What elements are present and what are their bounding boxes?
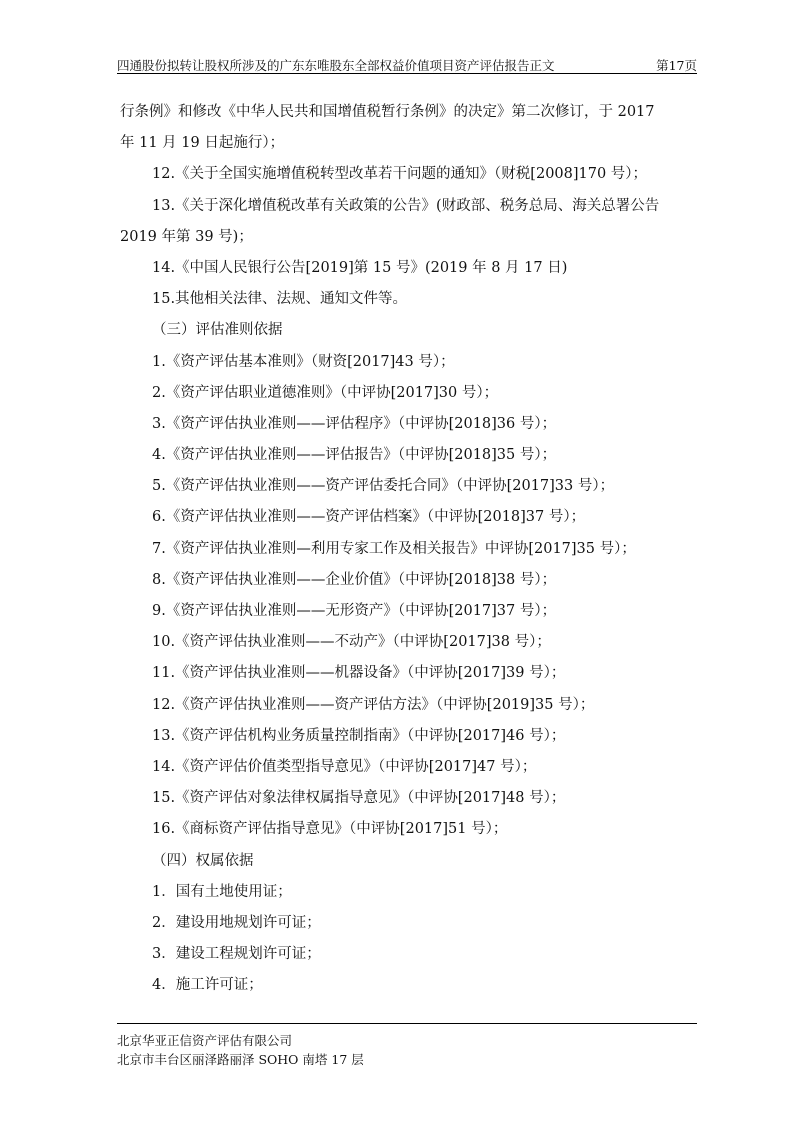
list-item: 14.《中国人民银行公告[2019]第 15 号》(2019 年 8 月 17 日) bbox=[152, 259, 568, 276]
list-item: 12.《关于全国实施增值税转型改革若干问题的通知》（财税[2008]170 号）； bbox=[152, 166, 648, 183]
section-heading: （三）评估准则依据 bbox=[152, 322, 283, 339]
list-item: 12.《资产评估执业准则——资产评估方法》（中评协[2019]35 号）； bbox=[152, 696, 595, 713]
list-item: 15.《资产评估对象法律权属指导意见》（中评协[2017]48 号）； bbox=[152, 790, 566, 807]
list-item: 10.《资产评估执业准则——不动产》（中评协[2017]38 号）； bbox=[152, 634, 551, 651]
list-item: 1.《资产评估基本准则》（财资[2017]43 号）； bbox=[152, 353, 455, 370]
header-divider bbox=[117, 73, 697, 74]
list-item: 7.《资产评估执业准则—利用专家工作及相关报告》中评协[2017]35 号）； bbox=[152, 540, 636, 557]
list-item: 8.《资产评估执业准则——企业价值》（中评协[2018]38 号）； bbox=[152, 571, 557, 588]
list-item: 15.其他相关法律、法规、通知文件等。 bbox=[152, 291, 408, 308]
list-item: 13.《资产评估机构业务质量控制指南》（中评协[2017]46 号）； bbox=[152, 727, 566, 744]
document-body bbox=[120, 97, 710, 1001]
section-heading: （四）权属依据 bbox=[152, 852, 254, 869]
list-item: 3．建设工程规划许可证； bbox=[152, 946, 321, 963]
list-item: 2.《资产评估职业道德准则》（中评协[2017]30 号）； bbox=[152, 384, 499, 401]
list-item: 16.《商标资产评估指导意见》（中评协[2017]51 号）； bbox=[152, 821, 508, 838]
footer-divider bbox=[117, 1023, 697, 1024]
list-item: 4.《资产评估执业准则——评估报告》（中评协[2018]35 号）； bbox=[152, 447, 557, 464]
footer-address: 北京市丰台区丽泽路丽泽 SOHO 南塔 17 层 bbox=[117, 1052, 364, 1067]
page-footer bbox=[117, 1031, 364, 1069]
list-item: 13.《关于深化增值税改革有关政策的公告》(财政部、税务总局、海关总署公告 bbox=[152, 197, 660, 214]
list-item: 9.《资产评估执业准则——无形资产》（中评协[2017]37 号）； bbox=[152, 603, 557, 619]
body-line: 年 11 月 19 日起施行）； bbox=[120, 135, 285, 152]
list-item: 14.《资产评估价值类型指导意见》（中评协[2017]47 号）； bbox=[152, 758, 537, 775]
list-item: 3.《资产评估执业准则——评估程序》（中评协[2018]36 号）； bbox=[152, 415, 557, 432]
body-line: 行条例》和修改《中华人民共和国增值税暂行条例》的决定》第二次修订，于 2017 bbox=[120, 104, 655, 120]
body-line: 2019 年第 39 号)； bbox=[120, 228, 253, 245]
list-item: 5.《资产评估执业准则——资产评估委托合同》（中评协[2017]33 号）； bbox=[152, 478, 615, 495]
list-item: 11.《资产评估执业准则——机器设备》（中评协[2017]39 号）； bbox=[152, 665, 566, 682]
list-item: 6.《资产评估执业准则——资产评估档案》（中评协[2018]37 号）； bbox=[152, 509, 586, 526]
list-item: 2．建设用地规划许可证； bbox=[152, 914, 321, 931]
list-item: 4．施工许可证； bbox=[152, 977, 263, 994]
header-title: 四通股份拟转让股权所涉及的广东东唯股东全部权益价值项目资产评估报告正文 bbox=[117, 58, 555, 73]
footer-company: 北京华亚正信资产评估有限公司 bbox=[117, 1033, 293, 1048]
list-item: 1．国有土地使用证； bbox=[152, 883, 292, 900]
page-header bbox=[117, 52, 697, 74]
header-page-number: 第17页 bbox=[656, 58, 697, 73]
